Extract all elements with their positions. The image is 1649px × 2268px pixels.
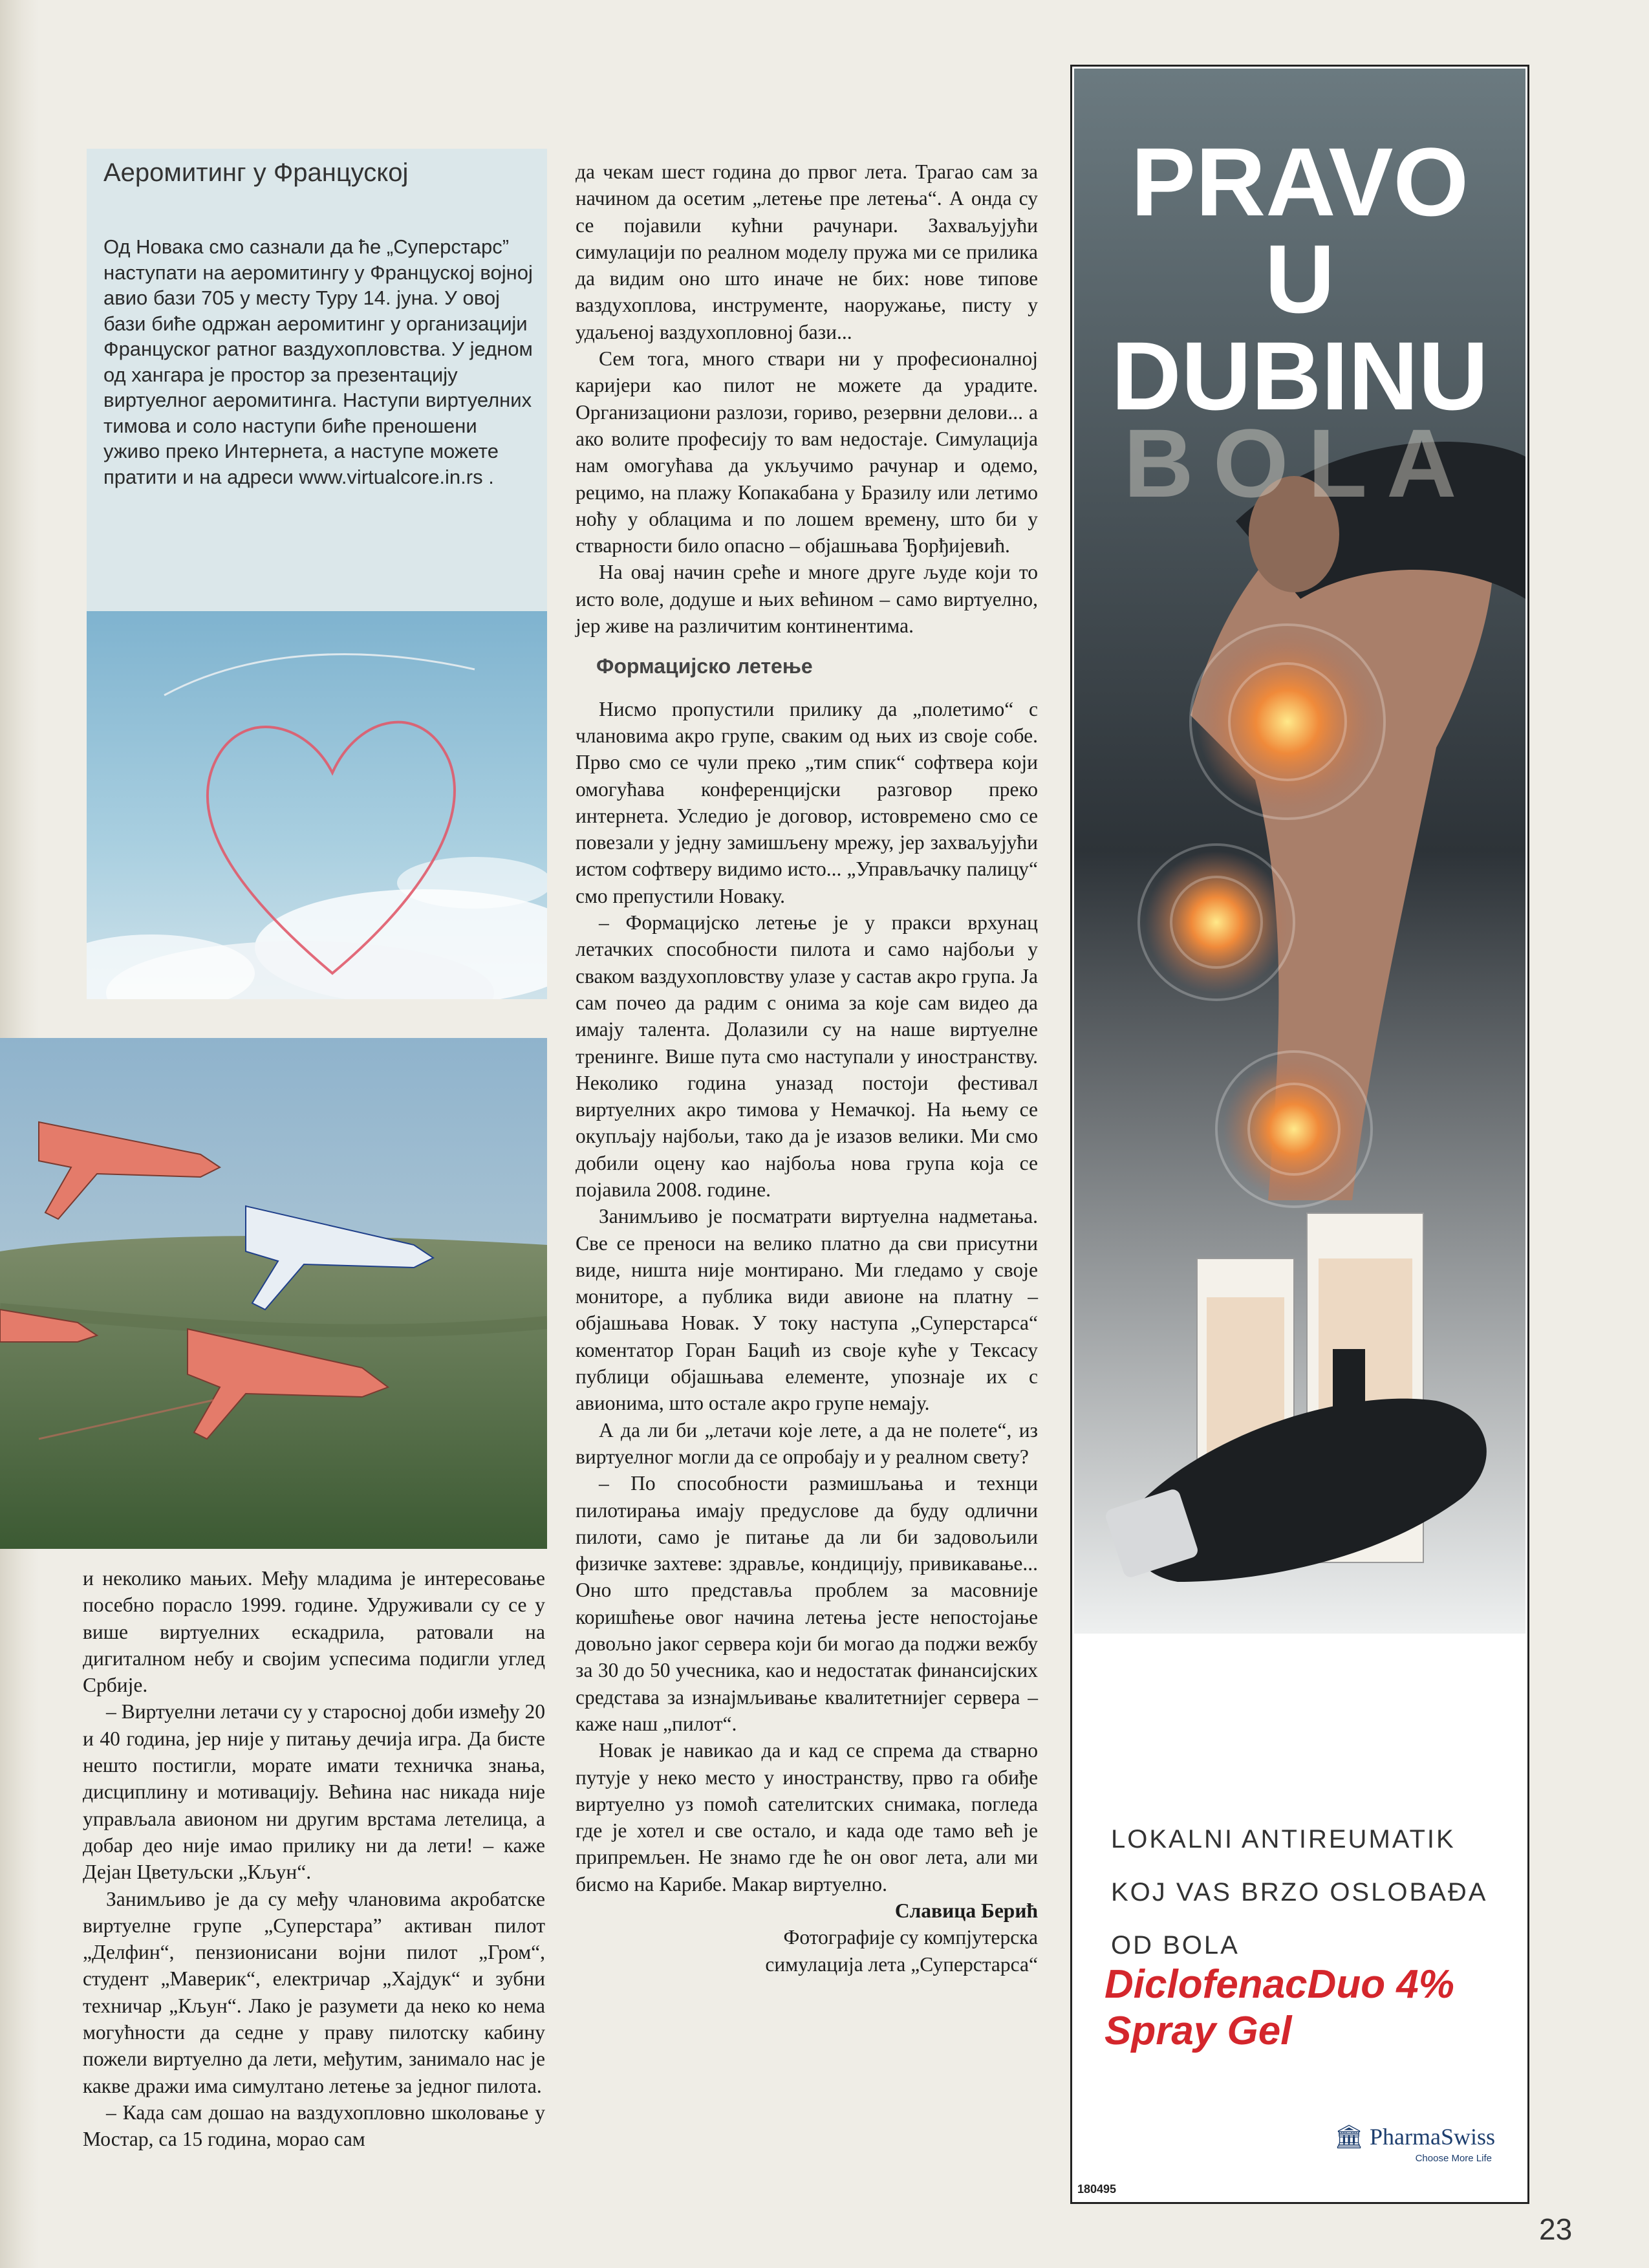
ad-brand-name: PharmaSwiss <box>1369 2124 1495 2150</box>
paragraph: Занимљиво је да су међу члановима акробатске виртуелне групе „Суперстара” активан пилот „Делфин“, пензионисани војни пилот „Гром“, студент „Маверик“, електричар „Хајдук“ и зубни техничар „Кљун“. Лако је разумети да неко ко нема могућности да седне у праву пилотску кабину пожели виртуелно да лети, међутим, занимало нас је какве дражи има симултано летење за једног пилота. <box>83 1887 545 2097</box>
paragraph: Занимљиво је посматрати виртуелна надметања. Све се преноси на велико платно да сви присутни виде, ништа није монтирано. Ми гледамо у своје мониторе, а публика види авионе на платну – објашњава Новак. У току наступа „Суперстарса“ коментатор Горан Бацић из своје куће у Тексасу публици објашњава елементе, упознаје их с авионима, што остале акро групе немају. <box>576 1205 1038 1415</box>
paragraph: Новак је навикао да и кад се спрема да стварно путује у неко место у иностранству, прво га обиђе виртуелно уз помоћ сателитских снимака, погледа где је хотел и све остало, и када оде тамо већ је припремљен. Не знамо где ће он овог лета, али ми бисмо на Карибе. Макар виртуелно. <box>576 1739 1038 1895</box>
paragraph: На овај начин среће и многе друге људе који то исто воле, додуше и њих већином – само виртуелно, јер живе на различитим континентима. <box>576 561 1038 638</box>
photo-jets-formation <box>0 1038 547 1549</box>
paragraph: Нисмо пропустили прилику да „полетимо“ с члановима акро групе, сваким од њих из своје собе. Прво смо се чули преко „тим спик“ софтвера који омогућава конференцијски разговор преко интернета. Уследио је договор, истовремено смо се повезали у једну замишљену мрежу, јер захваљујући истом софтверу видимо исто... „Управљачку палицу“ смо препустили Новаку. <box>576 697 1038 907</box>
ad-tagline-line: KOJ VAS BRZO OSLOBAĐA <box>1111 1878 1488 1906</box>
article-column-right <box>576 158 1038 1978</box>
paragraph: А да ли би „летачи које лете, а да не полете“, из виртуелног могли да се опробају и у реалном свету? <box>576 1418 1038 1468</box>
ad-headline-line: BOLA <box>1123 409 1476 517</box>
ad-tagline-line: LOKALNI ANTIREUMATIK <box>1111 1825 1456 1853</box>
article-column-left <box>83 1565 545 2153</box>
ad-product-line: Spray Gel <box>1105 2009 1292 2053</box>
ad-headline-line: U DUBINU <box>1111 224 1489 430</box>
advertisement <box>1070 65 1529 2204</box>
ad-brand-logo <box>1334 2123 1495 2150</box>
pharmacy-building-icon: 🏛 <box>1334 2124 1364 2150</box>
ad-tagline <box>1111 1813 1487 1972</box>
byline: Славица Берић <box>894 1899 1038 1922</box>
ad-headline <box>1074 127 1525 517</box>
ad-headline-line: PRAVO <box>1130 127 1469 236</box>
ad-brand-slogan: Choose More Life <box>1415 2153 1492 2164</box>
paragraph: – Виртуелни летачи су у старосној доби између 20 и 40 година, јер није у питању дечија игра. Да бисте нешто постигли, морате имати техничка знања, дисциплину и мотивацију. Већина нас никада није управљала авионом ни другим врстама летелица, а добар део није имао прилику ни да лети! – каже Дејан Цветуљски „Кљун“. <box>83 1700 545 1884</box>
ad-product-line: DiclofenacDuo 4% <box>1105 1962 1454 2007</box>
ad-code: 180495 <box>1077 2183 1117 2196</box>
sidebar-text: Од Новака смо сазнали да ће „Суперстарс” наступати на аеромитингу у Француској војној авио бази 705 у месту Туру 14. јуна. У овој бази биће одржан аеромитинг у организацији Француског ратног ваздухопловства. У једном од хангара је простор за презентацију виртуелног аеромитинга. Наступи виртуелних тимова и соло наступи биће преношени уживо преко Интернета, а наступе можете пратити и на адреси www.virtualcore.in.rs . <box>103 235 533 488</box>
photo-credit-line: симулација лета „Суперстарса“ <box>765 1952 1038 1976</box>
subheading: Формацијско летење <box>596 654 813 678</box>
paragraph: Сем тога, много ствари ни у професионалној каријери као пилот не можете да урадите. Организациони разлози, гориво, резервни делови... а ако волите професију то вам недостаје. Симулација нам омогућава да укључимо рачунар и одемо, рецимо, на плажу Копакабана у Бразилу или летимо ноћу у облацима и по лошем времену, што би у стварности било опасно – објашњава Ђорђијевић. <box>576 347 1038 557</box>
ad-illustration <box>1074 69 1525 1634</box>
paragraph: да чекам шест година до првог лета. Трагао сам за начином да осетим „летење пре летења“. А онда су се појавили кућни рачунари. Захваљујући симулацији по реалном моделу пружа ми се прилика да видим оно што иначе не бих: нове типове ваздухоплова, инструменте, наоружање, писту у удаљеној ваздухопловној бази... <box>576 160 1038 343</box>
paragraph: – Формацијско летење је у пракси врхунац летачких способности пилота и само најбољи у сваком ваздухопловству улазе у састав акро група. Ја сам почео да радим с онима за које сам видео да имају талента. Долазили су на наше виртуелне тренинге. Више пута смо наступали у иностранству. Неколико година уназад постоји фестивал виртуелних акро тимова у Немачкој. На њему се окупљају најбољи, тако да је изазов велики. Ми смо добили оцену као најбоља нова група која се појавила 2008. године. <box>576 911 1038 1201</box>
paragraph: и неколико мањих. Међу младима је интересовање посебно порасло 1999. године. Удруживали су се у више виртуелних ескадрила, ратовали на дигиталном небу и својим успесима подигли углед Србије. <box>83 1567 545 1697</box>
photo-credit-line: Фотографије су компјутерска <box>783 1926 1038 1949</box>
paragraph: – По способности размишљања и технци пилотирања имају предуслове да буду одлични пилоти, само је питање да ли би задовољили физичке захтеве: здравље, кондицију, привикавање... Оно што представља проблем за масовније коришћење овог начина летења јесте непостојање довољно јаког сервера који би могао да поджи вежбу за 30 до 50 учесника, као и недостатак финансијских средстава за изнајмљивање квалитетнијег сервера – каже наш „пилот“. <box>576 1472 1038 1735</box>
sidebar-title: Аеромитинг у Француској <box>103 158 409 187</box>
photo-sky-heart <box>87 611 547 999</box>
ad-product-name <box>1105 1961 1454 2055</box>
paragraph: – Када сам дошао на ваздухопловно школовање у Мостар, са 15 година, морао сам <box>83 2101 545 2151</box>
ad-tagline-line: OD BOLA <box>1111 1931 1240 1960</box>
page-number: 23 <box>1539 2212 1573 2246</box>
